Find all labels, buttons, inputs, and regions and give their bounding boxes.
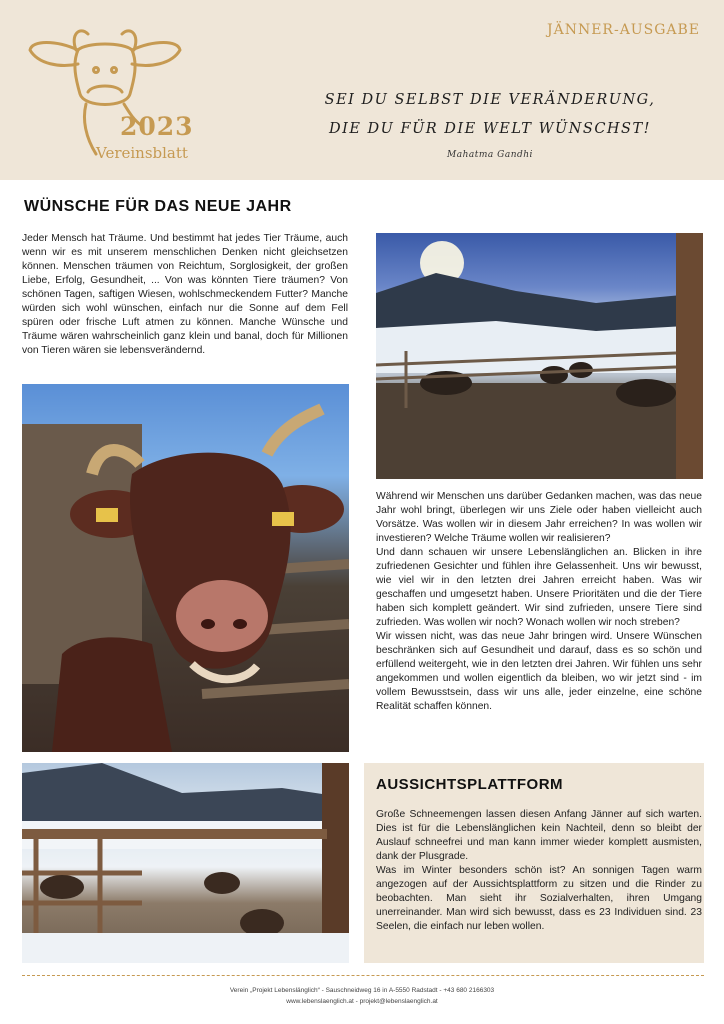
platform-scene <box>22 763 349 963</box>
logo-year: 2023 <box>120 112 194 141</box>
cow-portrait-scene <box>22 384 349 752</box>
body-paragraph: Was im Winter besonders schön ist? An sonnigen Tagen warm angezogen auf der Aussichtsplattform zu sitzen und die Rinder zu beobachten. Man sieht ihr Sozialverhalten, ihren Umgang unerreinander. Man wird sich bewusst, dass es 23 Individuen sind. 23 Seelen, die einfach nur leben wollen. <box>376 865 702 932</box>
quote-line-1: SEI DU SELBST DIE VERÄNDERUNG, <box>324 92 656 108</box>
body-paragraph: Während wir Menschen uns darüber Gedanken machen, was das neue Jahr wohl bringt, überlegen wir uns Ziele oder haben vielleicht auch Vorsätze. Was wollen wir in diesem Jahr erreichen? In was wollen wir investieren? Welche Träume wollen wir realisieren? <box>376 491 702 544</box>
footer-divider <box>22 975 704 976</box>
body-paragraph: Wir wissen nicht, was das neue Jahr bringen wird. Unsere Wünschen beschränken sich auf Gesundheit und darauf, dass es so schön und erfüllend weitergeht, wie in den letzten drei Jahren. Wir fühlen uns sehr angekommen und wollen eigentlich da bleiben, wo wir jetzt sind - im vollem Bewusstsein, dass wir uns alle, jeder einzelne, eine schöne Realität schaffen können. <box>376 631 702 712</box>
footer <box>0 985 724 1007</box>
quote-line-2: DIE DU FÜR DIE WELT WÜNSCHST! <box>329 121 651 137</box>
footer-address: Verein „Projekt Lebenslänglich“ - Sauschneidweg 16 in A-5550 Radstadt - +43 680 2166303 <box>229 987 495 994</box>
logo-name: Vereinsblatt <box>96 144 188 162</box>
body-paragraph: Große Schneemengen lassen diesen Anfang Jänner auf sich warten. Dies ist für die Lebenslänglichen kein Nachteil, denn so bleibt der Auslauf schneefrei und man kann immer wieder komplett ausmisten, dank der Plusgrade. <box>376 809 702 862</box>
section-title-platform: AUSSICHTSPLATTFORM <box>376 776 564 793</box>
brown-cow-portrait-photo <box>22 384 349 752</box>
cattle-in-snowy-paddock-photo <box>376 233 703 479</box>
section-platform-text <box>376 808 702 934</box>
section-body-text <box>376 490 702 714</box>
section-intro-text: Jeder Mensch hat Träume. Und bestimmt hat jedes Tier Träume, auch wenn wir es mit unserem menschlichen Denken nicht gleichsetzen können. Menschen träumen von Reichtum, Sorglosigkeit, der großen Liebe, Erfolg, Gesundheit, ... Von was könnten Tiere träumen? Von schönen Tagen, saftigen Wiesen, wohlschmeckendem Futter? Manche würden sich wohl wünschen, einfach nur die Sonne auf dem Fell spüren oder frische Luft atmen zu können. Manche Wünsche und Träume wären wahrscheinlich ganz klein und banal, doch für Millionen von Tieren wären sie lebensverändernd. <box>22 233 348 356</box>
header-band <box>0 0 724 180</box>
quote-block <box>300 86 680 160</box>
quote-author: Mahatma Gandhi <box>447 150 533 160</box>
body-paragraph: Und dann schauen wir unsere Lebenslänglichen an. Blicken in ihre zufriedenen Gesichter und fühlen ihre Gelassenheit. Uns wir bewusst, wie viel wir in den letzten drei Jahren erreicht haben. Was wir geschaffen und umgesetzt haben. Unsere Prioritäten und die der Tiere haben sich komplett geändert. Wir sind zufrieden, unsere Tiere sind zufrieden. Was wollen wir noch? Wonach wollen wir noch streben? <box>376 547 702 628</box>
section-title-wishes: WÜNSCHE FÜR DAS NEUE JAHR <box>24 198 292 215</box>
edition-label: JÄNNER-AUSGABE <box>546 22 700 38</box>
footer-contact: www.lebenslaenglich.at - projekt@lebenslaenglich.at <box>286 998 438 1005</box>
paddock-scene <box>376 233 703 479</box>
winter-paddock-platform-photo <box>22 763 349 963</box>
